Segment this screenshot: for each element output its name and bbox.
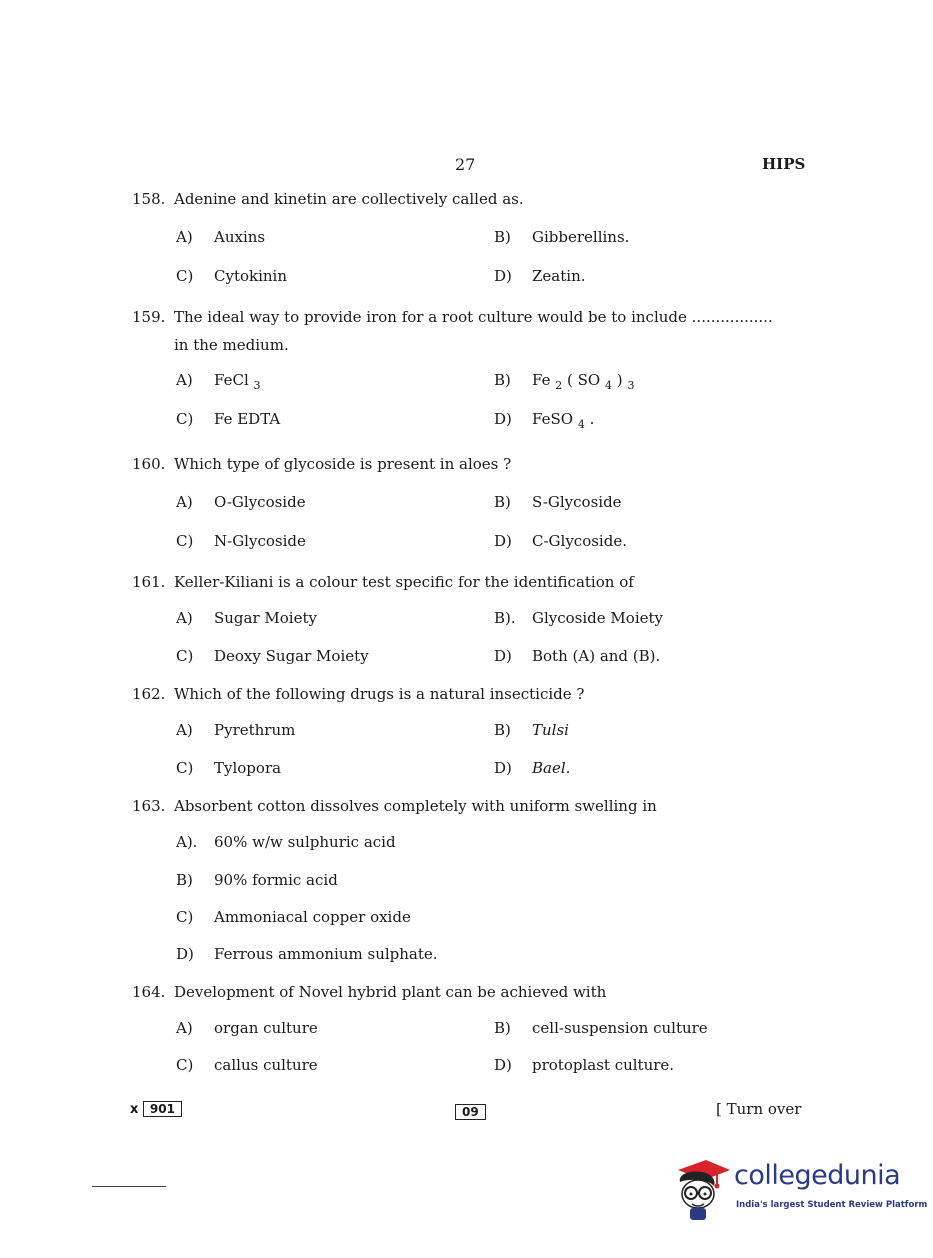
mascot-icon xyxy=(672,1156,732,1222)
option-a: A) Auxins xyxy=(176,228,266,246)
option-b: B) Fe $_2$ ( SO $_4$ ) $_3$ xyxy=(494,371,635,392)
sheet-number xyxy=(455,1101,486,1120)
option-c: C) Deoxy Sugar Moiety xyxy=(176,647,369,665)
sheet-box: 09 xyxy=(455,1104,486,1120)
code-box: 901 xyxy=(143,1101,182,1117)
option-c: C) Ammoniacal copper oxide xyxy=(176,908,411,926)
option-b: B) Gibberellins. xyxy=(494,228,630,246)
footer-rule xyxy=(92,1186,166,1187)
question-164 xyxy=(132,978,832,1006)
option-d: D) Both (A) and (B). xyxy=(494,647,661,665)
option-d: D) Ferrous ammonium sulphate. xyxy=(176,945,438,963)
question-text: Development of Novel hybrid plant can be achieved with xyxy=(174,983,607,1001)
turn-over-label: [ Turn over xyxy=(716,1100,802,1118)
question-text: Keller-Kiliani is a colour test specific for the identification of xyxy=(174,573,634,591)
question-text: The ideal way to provide iron for a root culture would be to include ................. xyxy=(174,308,773,326)
option-a: A) O-Glycoside xyxy=(176,493,306,511)
option-c: C) Tylopora xyxy=(176,759,282,777)
option-c: C) Cytokinin xyxy=(176,267,288,285)
option-a: A) FeCl $_3$ xyxy=(176,371,261,392)
booklet-code xyxy=(130,1101,182,1117)
question-158 xyxy=(132,185,832,213)
collegedunia-logo xyxy=(672,1156,928,1222)
series-code: HIPS xyxy=(762,155,806,173)
option-d: D) FeSO $_4$ . xyxy=(494,410,595,431)
option-c: C) callus culture xyxy=(176,1056,318,1074)
question-number: 159. xyxy=(132,308,166,326)
question-number: 160. xyxy=(132,455,166,473)
option-a: A) Sugar Moiety xyxy=(176,609,317,627)
option-b: B) S-Glycoside xyxy=(494,493,622,511)
question-number: 162. xyxy=(132,685,166,703)
question-text-continued: in the medium. xyxy=(174,336,289,354)
question-number: 163. xyxy=(132,797,166,815)
option-b: B). Glycoside Moiety xyxy=(494,609,663,627)
option-d: D) protoplast culture. xyxy=(494,1056,675,1074)
question-text: Absorbent cotton dissolves completely with uniform swelling in xyxy=(174,797,657,815)
option-b: B) cell-suspension culture xyxy=(494,1019,708,1037)
question-163 xyxy=(132,792,832,820)
option-a: A). 60% w/w sulphuric acid xyxy=(176,833,396,851)
question-161 xyxy=(132,568,832,596)
option-d: D) C-Glycoside. xyxy=(494,532,627,550)
question-text: Which type of glycoside is present in aloes ? xyxy=(174,455,512,473)
question-162 xyxy=(132,680,832,708)
option-c: C) Fe EDTA xyxy=(176,410,281,428)
question-text: Which of the following drugs is a natural insecticide ? xyxy=(174,685,585,703)
question-number: 161. xyxy=(132,573,166,591)
question-number: 158. xyxy=(132,190,166,208)
page-number: 27 xyxy=(455,155,476,174)
question-number: 164. xyxy=(132,983,166,1001)
option-a: A) organ culture xyxy=(176,1019,318,1037)
question-160 xyxy=(132,450,832,478)
logo-wordmark: collegedunia xyxy=(734,1160,901,1191)
option-b: B) 90% formic acid xyxy=(176,871,338,889)
option-a: A) Pyrethrum xyxy=(176,721,296,739)
question-159 xyxy=(132,303,832,359)
option-d: D) Zeatin. xyxy=(494,267,586,285)
option-d: D) Bael. xyxy=(494,759,571,777)
option-c: C) N-Glycoside xyxy=(176,532,306,550)
code-prefix: x xyxy=(130,1102,139,1117)
logo-tagline: India's largest Student Review Platform xyxy=(736,1200,928,1210)
question-text: Adenine and kinetin are collectively called as. xyxy=(174,190,524,208)
option-b: B) Tulsi xyxy=(494,721,569,739)
